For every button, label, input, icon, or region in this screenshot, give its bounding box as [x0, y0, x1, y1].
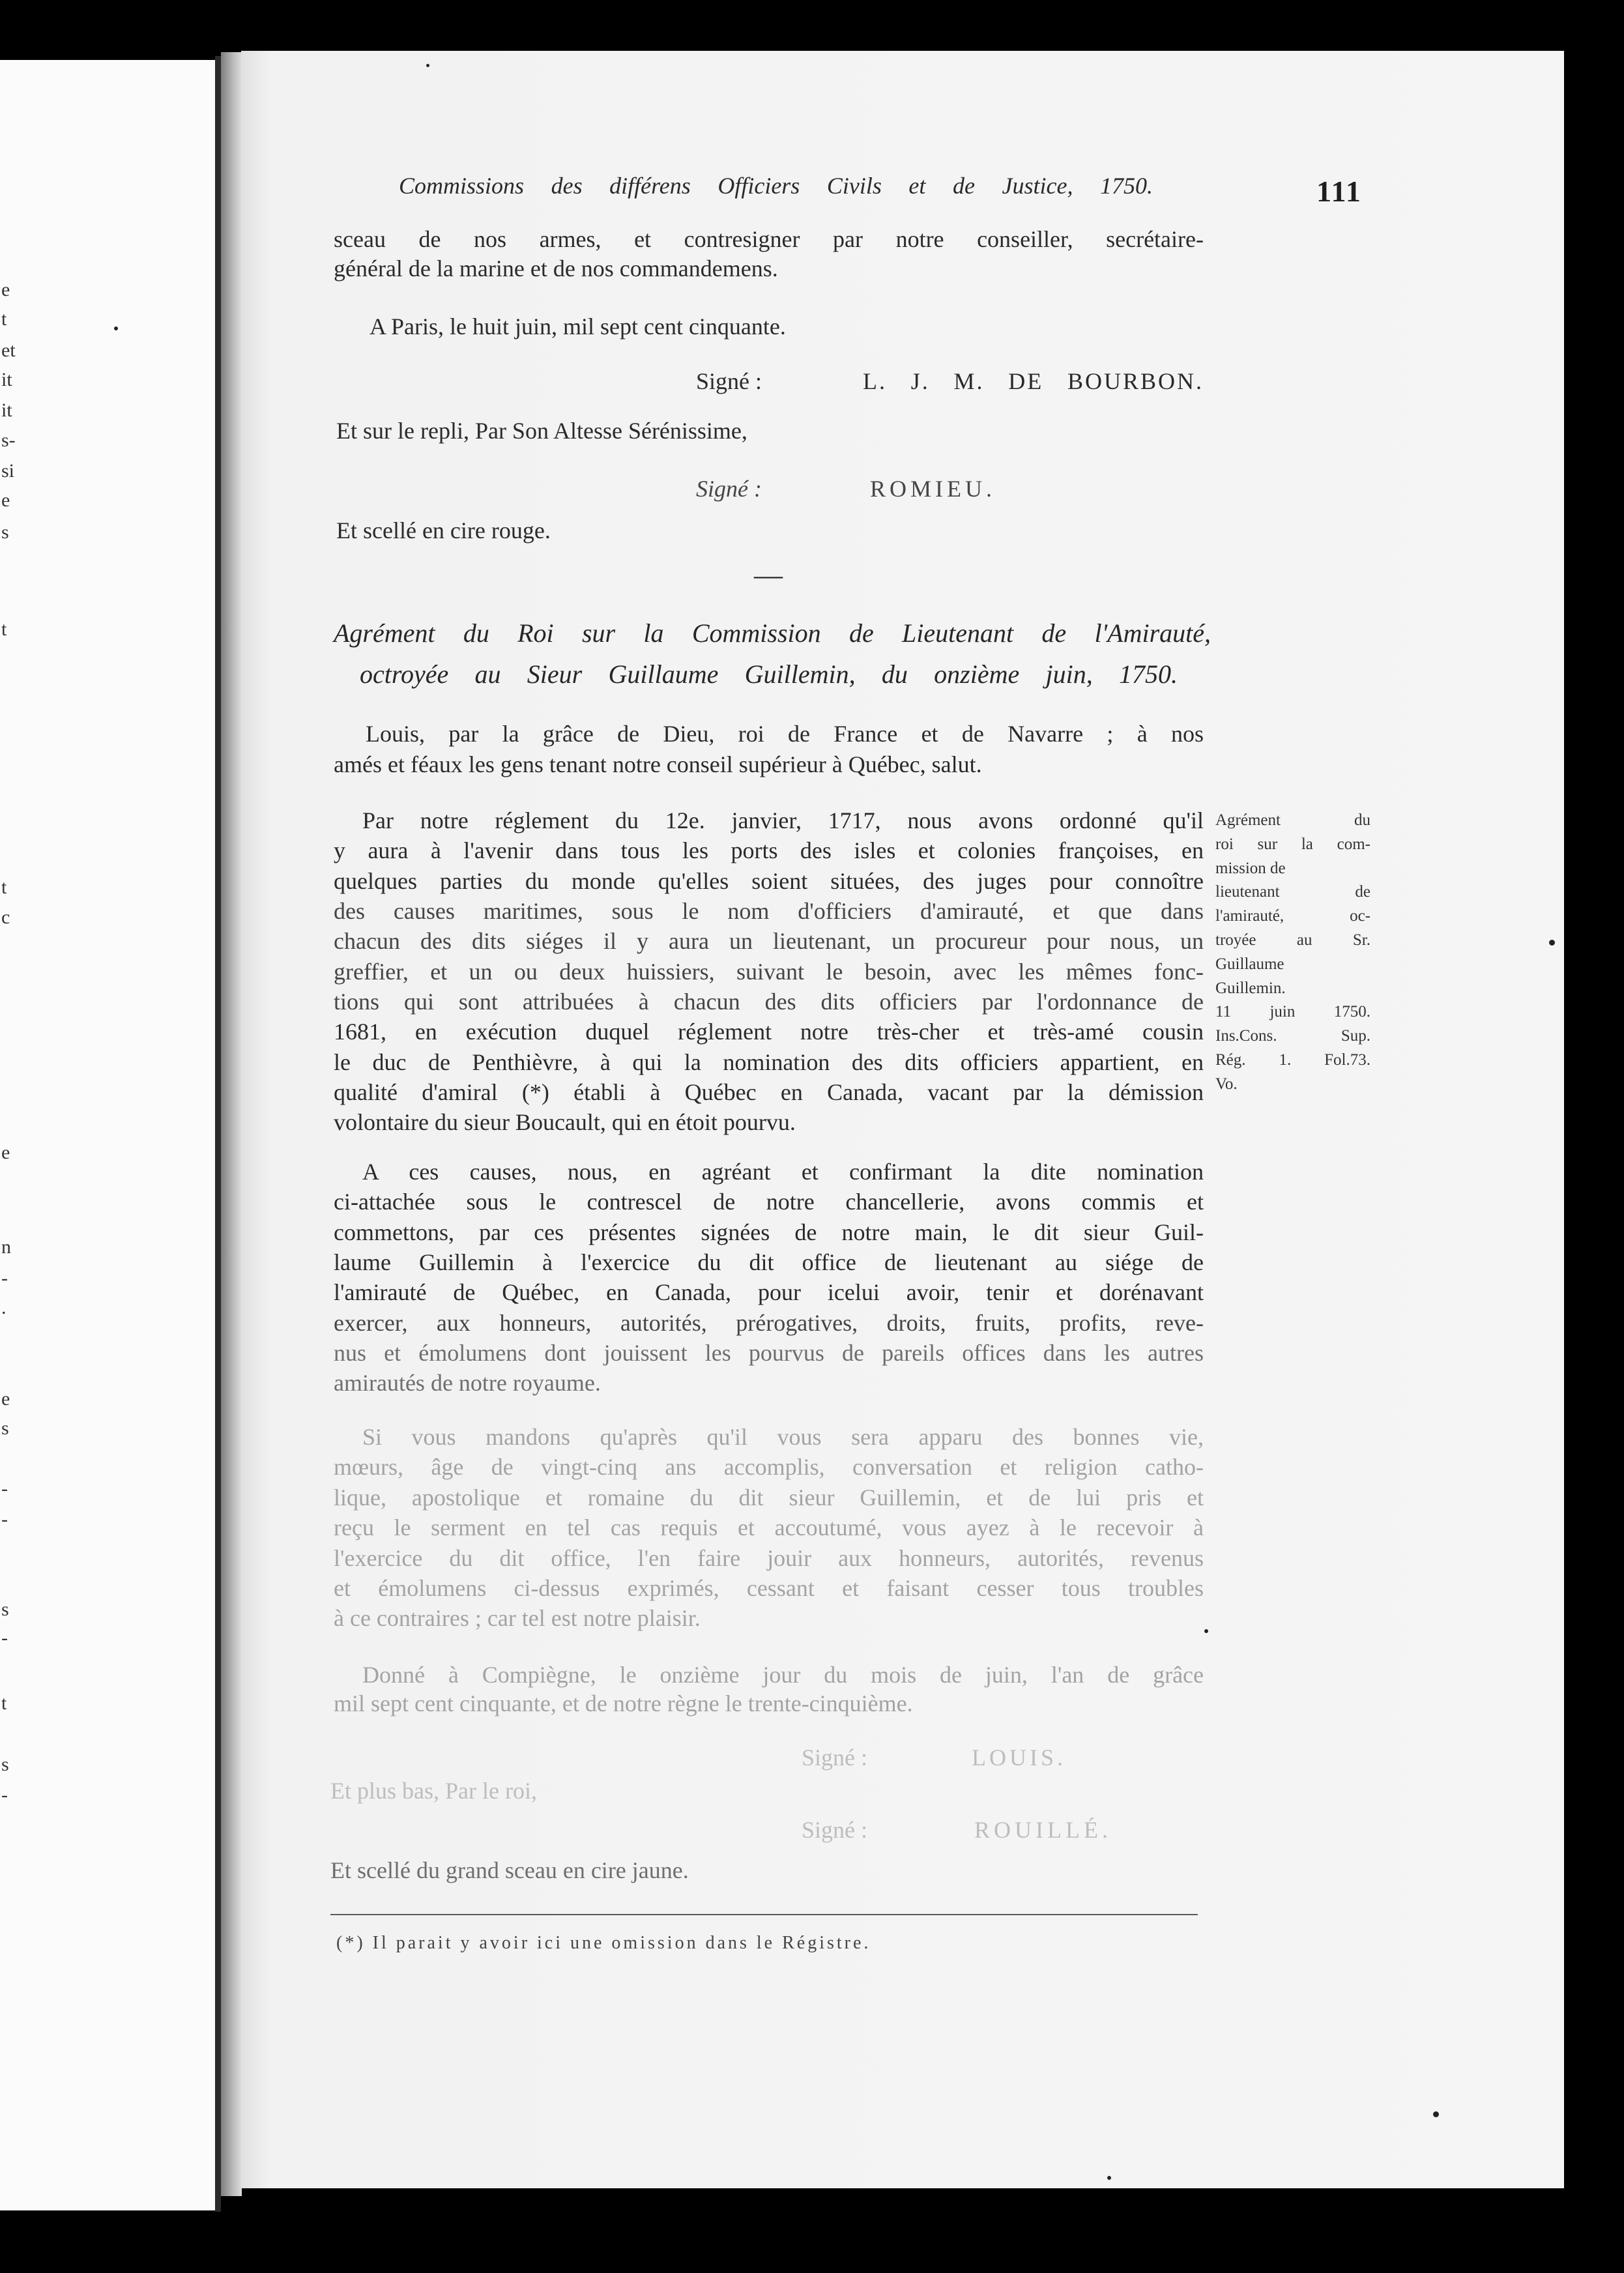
margin-fragment: e [1, 1388, 10, 1410]
body-text-line: Par notre réglement du 12e. janvier, 1717, nous avons ordonné qu'il [362, 807, 1204, 833]
margin-note-line: troyée au Sr. [1215, 931, 1370, 949]
running-title: Commissions des différens Officiers Civils et de Justice, 1750. [399, 173, 1153, 199]
body-text-line: et émolumens ci-dessus exprimés, cessant et faisant cesser tous troubles [334, 1575, 1204, 1601]
body-text-line: volontaire du sieur Boucault, qui en étoit pourvu. [334, 1109, 796, 1135]
body-text-line: reçu le serment en tel cas requis et accoutumé, vous ayez à le recevoir à [334, 1514, 1204, 1541]
margin-fragment: - [1, 1267, 8, 1289]
margin-fragment: s [1, 1599, 9, 1620]
binding-gutter-line [215, 56, 221, 2212]
body-text-line: exercer, aux honneurs, autorités, prérogatives, droits, fruits, profits, reve- [334, 1310, 1204, 1336]
body-text-line: sceau de nos armes, et contresigner par notre conseiller, secrétaire- [334, 226, 1204, 252]
paper-speck [1204, 1629, 1208, 1633]
body-text-line: tions qui sont attribuées à chacun des dits officiers par l'ordonnance de [334, 989, 1204, 1015]
margin-fragment: - [1, 1784, 8, 1806]
page-number: 111 [1316, 175, 1362, 208]
signature-label: Signé : [696, 476, 762, 502]
margin-note-line: roi sur la com- [1215, 835, 1370, 853]
body-text-line: mœurs, âge de vingt-cinq ans accomplis, conversation et religion catho- [334, 1454, 1204, 1480]
margin-fragment: e [1, 489, 10, 511]
act-title-line: Agrément du Roi sur la Commission de Lieutenant de l'Amirauté, [334, 618, 1211, 648]
footnote-rule [330, 1914, 1198, 1915]
margin-fragment: t [1, 308, 7, 330]
body-text-line: amirautés de notre royaume. [334, 1370, 601, 1396]
margin-note-line: Ins.Cons. Sup. [1215, 1027, 1370, 1045]
body-text-line: greffier, et un ou deux huissiers, suivant le besoin, avec les mêmes fonc- [334, 959, 1204, 985]
margin-fragment: s [1, 1754, 9, 1775]
body-text-line: Si vous mandons qu'après qu'il vous sera apparu des bonnes vie, [362, 1424, 1204, 1450]
margin-fragment: - [1, 1627, 8, 1649]
signature-label: Signé : [802, 1817, 868, 1843]
margin-note-line: Rég. 1. Fol.73. [1215, 1051, 1370, 1069]
margin-fragment: t [1, 876, 7, 898]
margin-note-line: Guillemin. [1215, 979, 1286, 997]
body-text-line: chacun des dits siéges il y aura un lieutenant, un procureur pour nous, un [334, 928, 1204, 954]
body-text-line: laume Guillemin à l'exercice du dit office de lieutenant au siége de [334, 1249, 1204, 1275]
countersign-line: Et plus bas, Par le roi, [330, 1778, 537, 1804]
paper-speck [1549, 940, 1555, 946]
body-text-line: commettons, par ces présentes signées de notre main, le dit sieur Guil- [334, 1219, 1204, 1245]
body-text-line: A ces causes, nous, en agréant et confirmant la dite nomination [362, 1159, 1204, 1185]
paper-speck [1433, 2111, 1439, 2117]
facing-page-edge [0, 60, 215, 2210]
body-text-line: quelques parties du monde qu'elles soient situées, des juges pour connoître [334, 868, 1204, 894]
signature-label: Signé : [696, 368, 762, 394]
body-text-line: y aura à l'avenir dans tous les ports des isles et colonies françoises, en [334, 837, 1204, 863]
margin-fragment: et [1, 340, 16, 361]
margin-fragment: c [1, 906, 10, 928]
margin-fragment: s [1, 521, 9, 543]
margin-fragment: it [1, 399, 12, 421]
margin-note-line: lieutenant de [1215, 883, 1370, 901]
footnote: (*) Il parait y avoir ici une omission dans le Régistre. [336, 1933, 871, 1953]
body-text-line: nus et émolumens dont jouissent les pourvus de pareils offices dans les autres [334, 1340, 1204, 1366]
paper-speck [426, 64, 429, 67]
body-text-line: 1681, en exécution duquel réglement notre très-cher et très-amé cousin [334, 1019, 1204, 1045]
margin-fragment: - [1, 1509, 8, 1530]
margin-note-line: Vo. [1215, 1075, 1238, 1093]
body-text-line: à ce contraires ; car tel est notre plaisir. [334, 1605, 701, 1631]
body-text-line: le duc de Penthièvre, à qui la nomination des dits officiers appartient, en [334, 1049, 1204, 1075]
signatory-name: ROMIEU. [870, 476, 996, 502]
act-title-line: octroyée au Sieur Guillaume Guillemin, du onzième juin, 1750. [360, 659, 1178, 689]
binding-gutter-shadow [221, 52, 242, 2196]
margin-note-line: l'amirauté, oc- [1215, 907, 1370, 925]
margin-note-line: Agrément du [1215, 811, 1370, 829]
margin-fragment: e [1, 1142, 10, 1163]
margin-fragment: . [1, 1297, 7, 1318]
margin-fragment: e [1, 279, 10, 300]
signatory-name: LOUIS. [972, 1745, 1066, 1771]
paper-speck [114, 326, 118, 330]
margin-fragment: si [1, 460, 15, 482]
margin-fragment: it [1, 369, 12, 390]
margin-fragment: - [1, 1478, 8, 1499]
body-text-line: Donné à Compiègne, le onzième jour du mois de juin, l'an de grâce [362, 1662, 1204, 1688]
margin-note-line: mission de [1215, 860, 1286, 877]
section-separator: — [754, 559, 783, 591]
body-text-line: amés et féaux les gens tenant notre conseil supérieur à Québec, salut. [334, 751, 982, 777]
signatory-name: L. J. M. DE BOURBON. [863, 368, 1204, 394]
margin-fragment: s [1, 1417, 9, 1439]
margin-fragment: t [1, 1692, 7, 1714]
body-text-line: Et sur le repli, Par Son Altesse Sérénissime, [336, 418, 747, 444]
body-text-line: Louis, par la grâce de Dieu, roi de France et de Navarre ; à nos [366, 721, 1204, 747]
body-text-line: général de la marine et de nos commandemens. [334, 255, 778, 282]
margin-note-line: 11 juin 1750. [1215, 1003, 1370, 1021]
body-text-line: ci-attachée sous le contrescel de notre chancellerie, avons commis et [334, 1189, 1204, 1215]
body-text-line: l'amirauté de Québec, en Canada, pour icelui avoir, tenir et dorénavant [334, 1279, 1204, 1305]
seal-line: Et scellé en cire rouge. [336, 517, 551, 543]
paper-speck [1107, 2176, 1111, 2180]
seal-line: Et scellé du grand sceau en cire jaune. [330, 1857, 689, 1883]
margin-fragment: t [1, 618, 7, 640]
margin-note-line: Guillaume [1215, 955, 1284, 973]
body-text-line: lique, apostolique et romaine du dit sieur Guillemin, et de lui pris et [334, 1484, 1204, 1511]
body-text-line: l'exercice du dit office, l'en faire jouir aux honneurs, autorités, revenus [334, 1545, 1204, 1571]
signature-label: Signé : [802, 1745, 868, 1771]
body-text-line: des causes maritimes, sous le nom d'officiers d'amirauté, et que dans [334, 898, 1204, 924]
body-text-line: mil sept cent cinquante, et de notre règne le trente-cinquième. [334, 1690, 913, 1716]
signatory-name: ROUILLÉ. [974, 1817, 1112, 1843]
margin-fragment: s- [1, 429, 16, 451]
date-line: A Paris, le huit juin, mil sept cent cinquante. [370, 313, 786, 340]
margin-fragment: n [1, 1236, 11, 1258]
body-text-line: qualité d'amiral (*) établi à Québec en Canada, vacant par la démission [334, 1079, 1204, 1105]
